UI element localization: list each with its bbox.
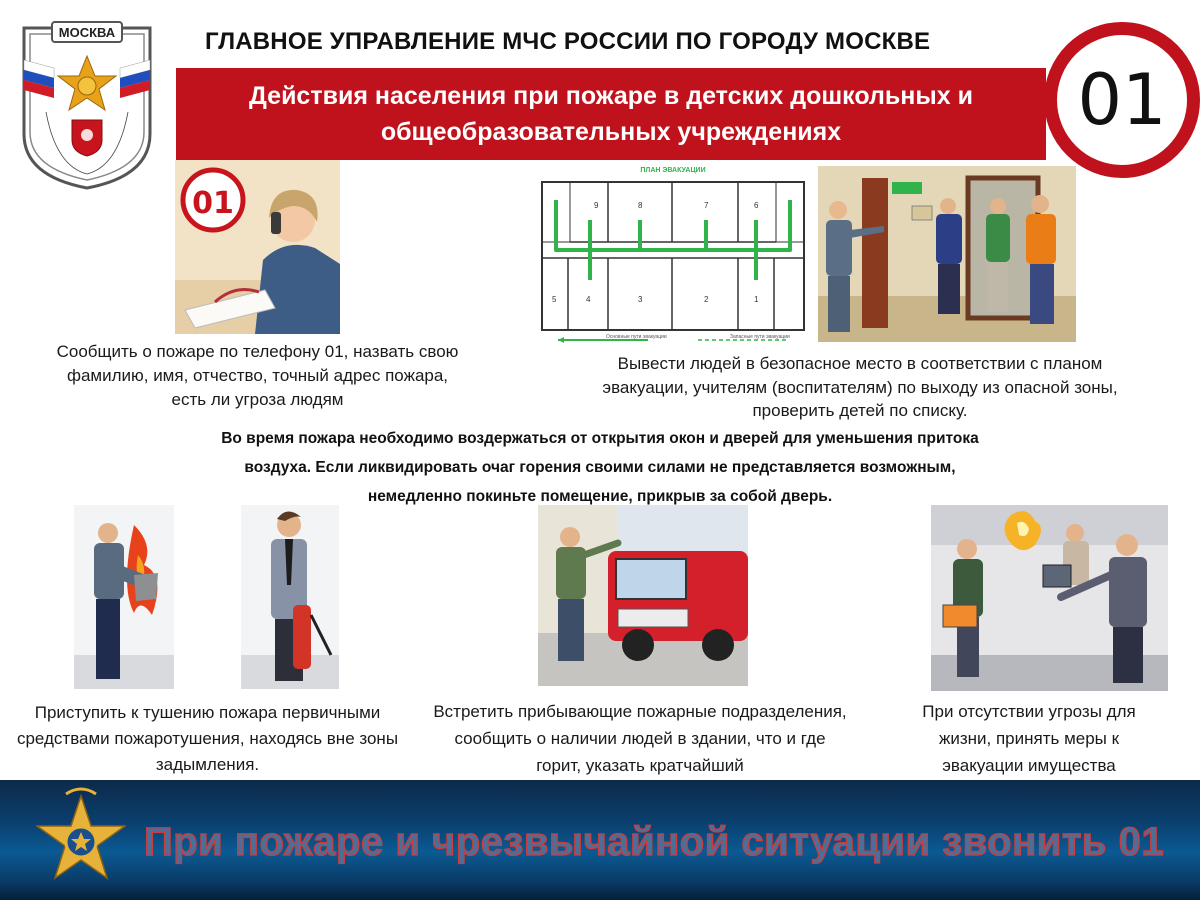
phone-call-illustration [175,160,340,334]
svg-text:3: 3 [638,295,643,304]
agency-title: ГЛАВНОЕ УПРАВЛЕНИЕ МЧС РОССИИ ПО ГОРОДУ МОСКВЕ [205,28,931,55]
svg-text:1: 1 [754,295,759,304]
svg-text:Основные пути эвакуации: Основные пути эвакуации [606,334,667,340]
svg-text:5: 5 [552,295,557,304]
step-extinguish-caption: Приступить к тушению пожара первичными средствами пожаротушения, находясь вне зоны задымления. [16,703,399,774]
svg-text:8: 8 [638,201,643,210]
step-meet-firefighters-caption: Встретить прибывающие пожарные подразделения, сообщить о наличии людей в здании, что и где горит, указать кратчайший [433,702,847,775]
step-evacuate-caption: Вывести людей в безопасное место в соответствии с планом эвакуации, учителям (воспитателям) по выходу из опасной зоны, проверить детей по списку. [602,354,1118,420]
warning-line-1: Во время пожара необходимо воздержаться от открытия окон и дверей для уменьшения притока [221,430,979,447]
svg-text:01: 01 [192,186,234,221]
svg-text:МОСКВА: МОСКВА [58,25,116,40]
property-evacuation-illustration [931,505,1168,691]
emergency-number-badge: 01 [1044,22,1200,178]
emergency-call-slogan: При пожаре и чрезвычайной ситуации звонить 01 [144,820,1165,864]
mchs-star-emblem [36,786,126,894]
svg-text:2: 2 [704,295,709,304]
mchs-moscow-emblem [16,16,158,190]
fire-truck-illustration [538,505,748,686]
warning-line-3: немедленно покиньте помещение, прикрыв за собой дверь. [367,488,833,505]
svg-text:4: 4 [586,295,591,304]
step-property-caption: При отсутствии угрозы для жизни, принять меры к эвакуации имущества [922,702,1136,775]
page-title-line-2: общеобразовательных учреждениях [380,118,842,146]
evacuation-plan-illustration [538,160,808,346]
evacuation-door-illustration [818,166,1076,342]
warning-line-2: воздуха. Если ликвидировать очаг горения своими силами не представляется возможным, [244,459,956,476]
page-title-banner [176,68,1046,160]
svg-text:7: 7 [704,201,709,210]
extinguisher-illustration [241,505,339,689]
bucket-extinguish-illustration [74,505,174,689]
step-call-caption: Сообщить о пожаре по телефону 01, назвать свою фамилию, имя, отчество, точный адрес пожара, есть ли угроза людям [56,342,459,409]
svg-text:ПЛАН ЭВАКУАЦИИ: ПЛАН ЭВАКУАЦИИ [640,167,706,174]
svg-text:6: 6 [754,201,759,210]
svg-text:9: 9 [594,201,599,210]
page-title-line-1: Действия населения при пожаре в детских дошкольных и [249,82,973,110]
svg-text:Запасные пути эвакуации: Запасные пути эвакуации [730,334,790,340]
fire-warning-text [120,424,1080,511]
